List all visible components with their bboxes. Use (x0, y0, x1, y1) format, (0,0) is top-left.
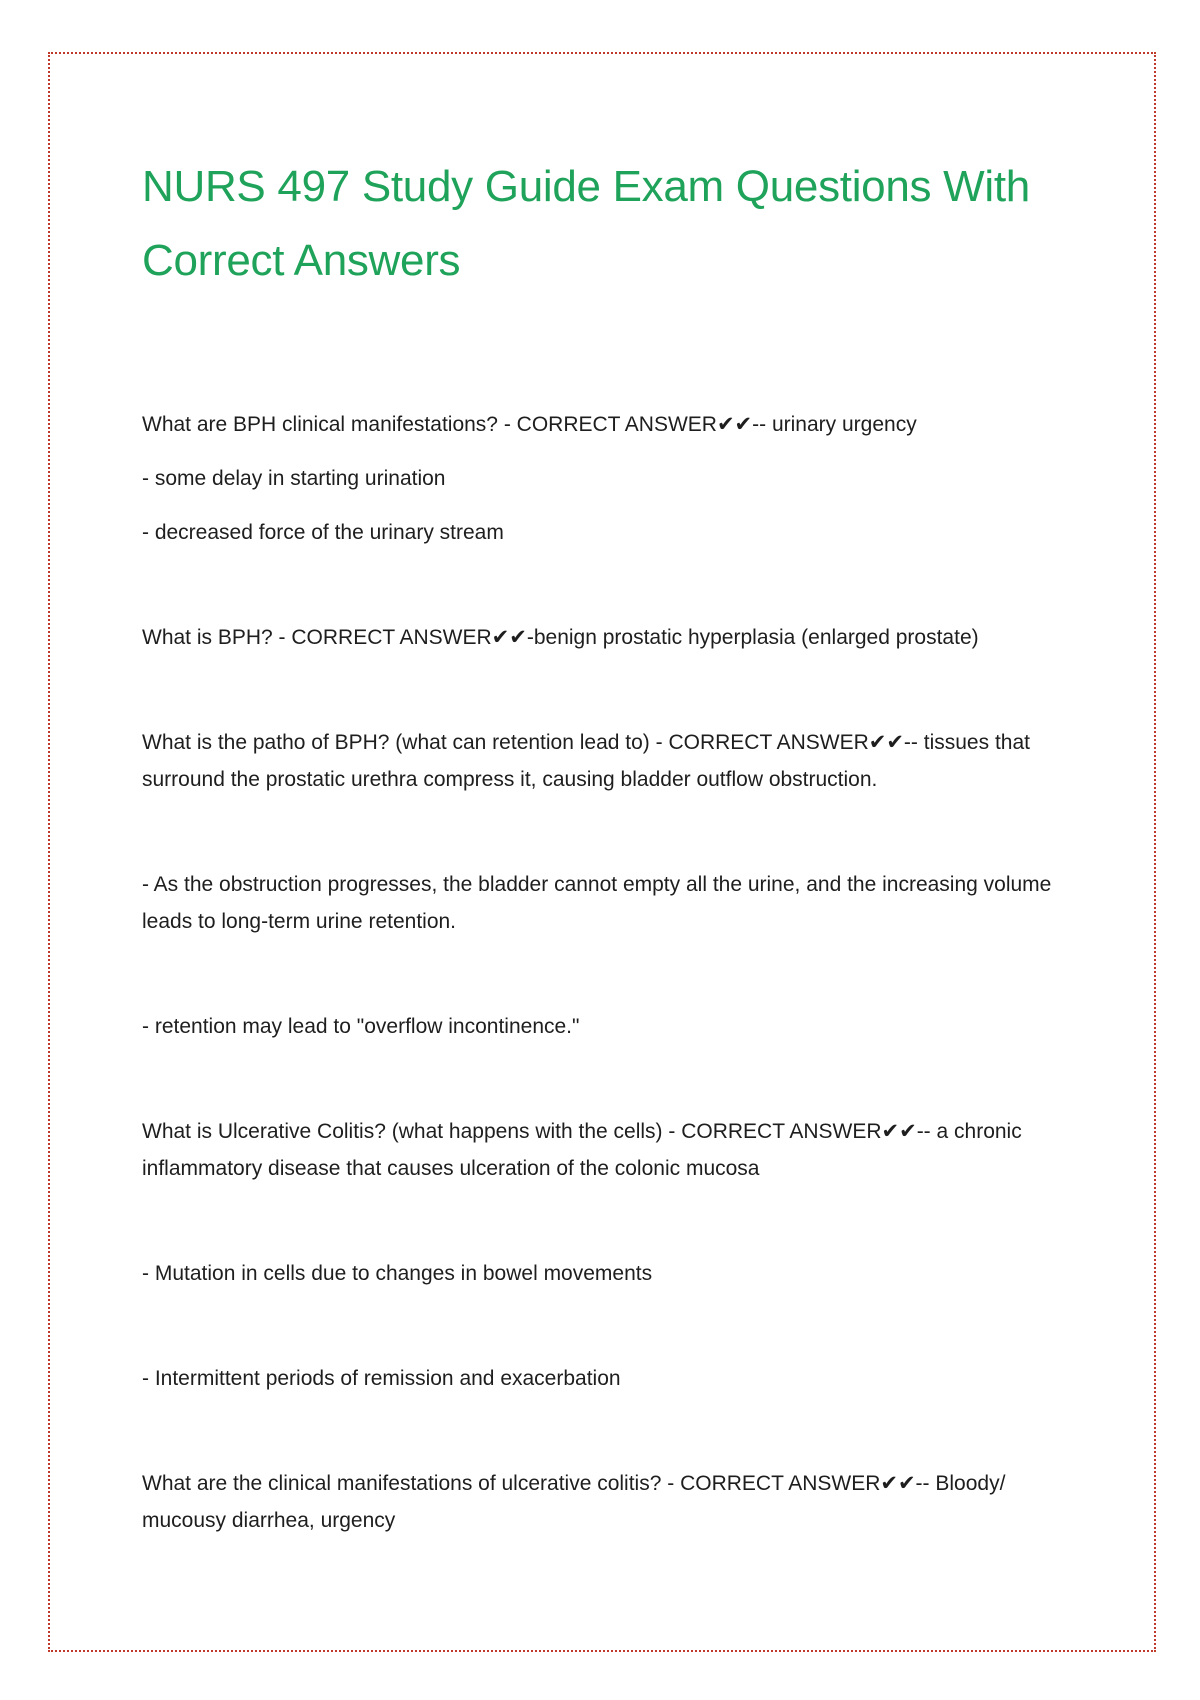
qa-paragraph: - Intermittent periods of remission and exacerbation (142, 1367, 621, 1390)
qa-paragraph: What are BPH clinical manifestations? - CORRECT ANSWER✔✔-- urinary urgency (142, 413, 917, 436)
qa-paragraph: What is Ulcerative Colitis? (what happens with the cells) - CORRECT ANSWER✔✔-- a chronic inflammatory disease that causes ulceration of the colonic mucosa (142, 1120, 1022, 1180)
qa-paragraph: - decreased force of the urinary stream (142, 521, 504, 544)
qa-paragraph: - retention may lead to "overflow incontinence." (142, 1015, 580, 1038)
qa-paragraph: - some delay in starting urination (142, 467, 446, 490)
qa-paragraph: What is BPH? - CORRECT ANSWER✔✔-benign prostatic hyperplasia (enlarged prostate) (142, 626, 979, 649)
qa-paragraph: - As the obstruction progresses, the bladder cannot empty all the urine, and the increasing volume leads to long-term urine retention. (142, 873, 1052, 933)
document-body (142, 150, 1082, 1539)
qa-paragraph: - Mutation in cells due to changes in bowel movements (142, 1262, 653, 1285)
qa-paragraph: What are the clinical manifestations of ulcerative colitis? - CORRECT ANSWER✔✔-- Bloody/ mucousy diarrhea, urgency (142, 1472, 1006, 1532)
qa-paragraph: What is the patho of BPH? (what can retention lead to) - CORRECT ANSWER✔✔-- tissues that surround the prostatic urethra compress it, causing bladder outflow obstruction. (142, 731, 1030, 791)
document-title: NURS 497 Study Guide Exam Questions With Correct Answers (142, 162, 1030, 285)
